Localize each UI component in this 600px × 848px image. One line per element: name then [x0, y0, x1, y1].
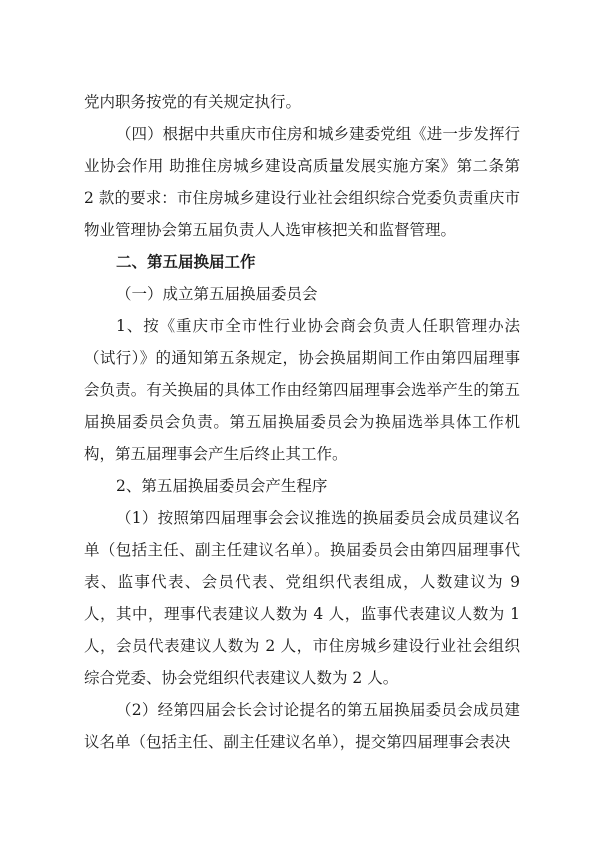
paragraph-party-duties: 党内职务按党的有关规定执行。	[84, 93, 302, 111]
section-heading-2: 二、第五届换届工作	[116, 253, 256, 271]
subsection-heading-2-1: （一）成立第五届换届委员会	[116, 285, 318, 303]
paragraph-item-four: （四）根据中共重庆市住房和城乡建委党组《进一步发挥行业协会作用 助推住房城乡建设高质量发展实施方案》第二条第 2 款的要求：市住房城乡建设行业社会组织综合党委负责重庆市物业管理协会第五届负责人人选审核把关和监督管理。	[84, 125, 520, 239]
paragraph-procedure-2: （2）经第四届会长会讨论提名的第五届换届委员会成员建议名单（包括主任、副主任建议名单），提交第四届理事会表决	[84, 701, 520, 751]
paragraph-procedure-1: （1）按照第四届理事会会议推选的换届委员会成员建议名单（包括主任、副主任建议名单）。换届委员会由第四届理事代表、监事代表、会员代表、党组织代表组成，人数建议为 9 人，其中，理事代表建议人数为 4 人，监事代表建议人数为 1 人，会员代表建议人数为 2 人，市住房城乡建设行业社会组织综合党委、协会党组织代表建议人数为 2 人。	[84, 509, 520, 687]
paragraph-clause-1: 1、按《重庆市全市性行业协会商会负责人任职管理办法（试行）》的通知第五条规定，协会换届期间工作由第四届理事会负责。有关换届的具体工作由经第四届理事会选举产生的第五届换届委员会负责。第五届换届委员会为换届选举具体工作机构，第五届理事会产生后终止其工作。	[84, 317, 520, 463]
paragraph-clause-2: 2、第五届换届委员会产生程序	[116, 477, 328, 495]
